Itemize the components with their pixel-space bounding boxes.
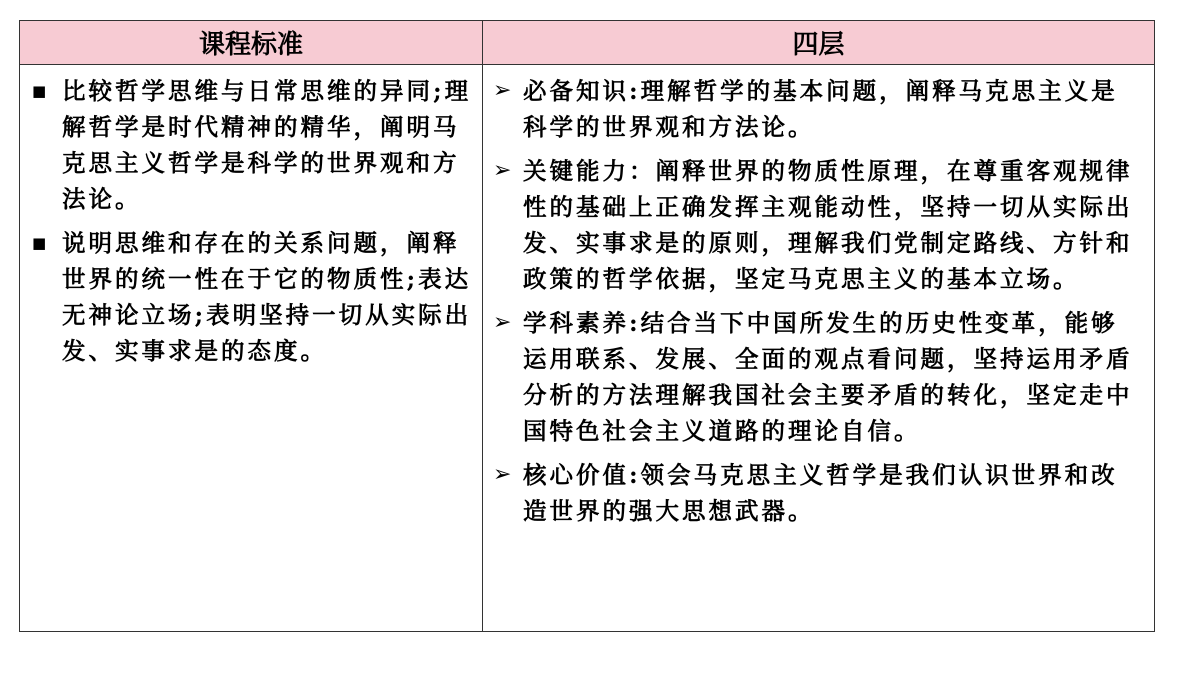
list-item (493, 153, 1144, 297)
standard-text: 比较哲学思维与日常思维的异同;理解哲学是时代精神的精华，阐明马克思主义哲学是科学的世界观和方法论。 (62, 77, 472, 213)
level-text: 必备知识:理解哲学的基本问题，阐释马克思主义是科学的世界观和方法论。 (523, 77, 1118, 141)
four-levels-cell (483, 65, 1154, 631)
list-item (30, 225, 472, 369)
course-standards-cell (20, 65, 483, 631)
list-item (30, 73, 472, 217)
arrow-bullet-icon: ➢ (493, 78, 512, 103)
header-left-label: 课程标准 (198, 30, 303, 60)
list-item (493, 457, 1144, 529)
arrow-bullet-icon: ➢ (493, 158, 512, 183)
level-text: 关键能力：阐释世界的物质性原理，在尊重客观规律性的基础上正确发挥主观能动性，坚持一切从实际出发、实事求是的原则，理解我们党制定路线、方针和政策的哲学依据，坚定马克思主义的基本立场。 (523, 157, 1133, 293)
list-item (493, 73, 1144, 145)
header-right-label: 四层 (792, 30, 845, 60)
header-course-standards (20, 21, 483, 65)
level-text: 核心价值:领会马克思主义哲学是我们认识世界和改造世界的强大思想武器。 (523, 461, 1118, 525)
list-item (493, 305, 1144, 449)
header-four-levels (483, 21, 1154, 65)
level-text: 学科素养:结合当下中国所发生的历史性变革，能够运用联系、发展、全面的观点看问题，坚持运用矛盾分析的方法理解我国社会主要矛盾的转化，坚定走中国特色社会主义道路的理论自信。 (523, 309, 1133, 445)
square-bullet-icon: ■ (32, 234, 47, 252)
standards-table (19, 20, 1155, 632)
arrow-bullet-icon: ➢ (493, 310, 512, 335)
arrow-bullet-icon: ➢ (493, 462, 512, 487)
standard-text: 说明思维和存在的关系问题，阐释世界的统一性在于它的物质性;表达无神论立场;表明坚持一切从实际出发、实事求是的态度。 (62, 229, 472, 365)
square-bullet-icon: ■ (32, 82, 47, 100)
